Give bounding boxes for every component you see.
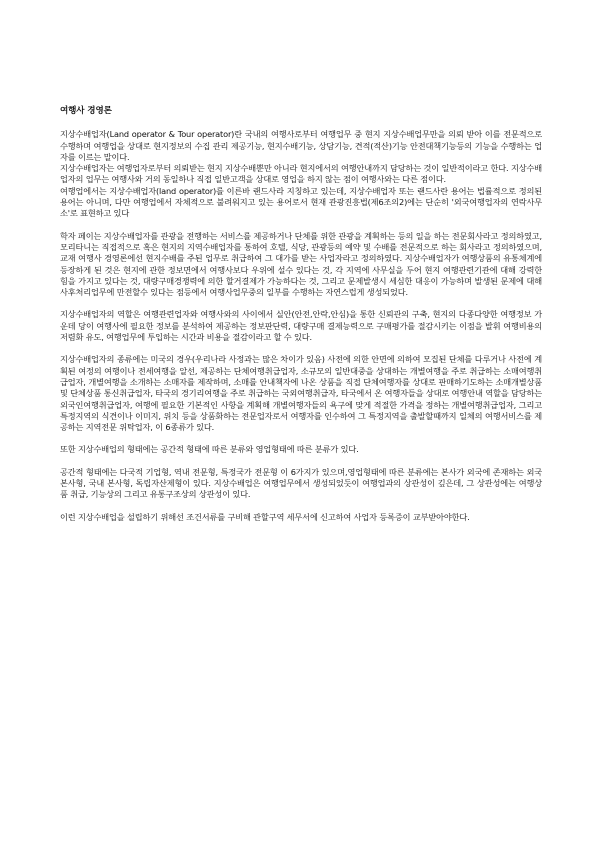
paragraph-forms: 또한 지상수배업의 형태에는 공간적 형태에 따른 분류와 영업형태에 따른 분류가 있다. (60, 444, 359, 455)
document-title: 여행사 경영론 (60, 106, 112, 116)
paragraph-land-operator: 여행업에서는 지상수배업자(land operator)를 이른바 랜드사라 지칭하고 있는데, 지상수배업자 또는 랜드사란 용어는 법률적으로 정의된 용어는 아니며, 다만 여행업에서 자체적으로 불려워지고 있는 용어로서 현재 관광진흥법(제6조의2)에는 단순히 '외국여행업자의 연락사무소'로 표현하고 있다 (60, 185, 542, 219)
paragraph-role: 지상수배업자는 여행업자로부터 의뢰받는 현지 지상수배뿐만 아니라 현지에서의 여행안내까지 담당하는 것이 일반적이라고 한다. 지상수배업자의 업무는 여행사와 거의 동일하나 직접 일반고객을 상대로 영업을 하지 않는 점이 여행사와는 다른 점이다. (60, 163, 542, 185)
paragraph-scholars: 학자 페이는 지상수배업자를 관광을 전행하는 서비스를 제공하거나 단체를 위한 관광을 계획하는 등의 일을 하는 전문회사라고 정의하였고, 모리타니는 직접적으로 혹은 현지의 지역수배업자를 통하여 호텔, 식당, 관광등의 예약 및 수배를 전문적으로 하는 회사라고 정의하였으며, 교재 여행사 경영론에선 현지수배를 주된 업무로 취급하여 그 대가를 받는 사업자라고 정의하였다. 지상수배업자가 여행상품의 유통체계에 등장하게 된 것은 현지에 관한 정보면에서 여행사보다 우위에 설수 있다는 것, 각 지역에 사무실을 두어 현지 여행관련기관에 대해 강력한 힘을 가지고 있다는 것, 대량구매경쟁력에 의한 할거결제가 가능하다는 것, 그리고 문제발생시 세심한 대응이 가능하며 발생된 문제에 대해 사후처리업무에 만전할수 있다는 점등에서 여행사업무중의 일부를 수행하는 자연스럽게 생성되었다. (60, 230, 542, 298)
paragraph-definition: 지상수배업자(Land operator & Tour operator)란 국내의 여행사로부터 여행업무 중 현지 지상수배업무만을 의뢰 받아 이를 전문적으로 수행하며 여행업을 상대로 현지정보의 수집 관리 제공기능, 현지수배기능, 상담기능, 견적(적산)기능 안전대책기능등의 기능을 수행하는 업자를 이르는 말이다. (60, 129, 542, 162)
paragraph-types: 지상수배업자의 종류에는 미국의 경우(우리나라 사정과는 많은 차이가 있음) 사전에 의한 안면에 의하여 모집된 단체를 다루거나 사전에 계획된 여정의 여행이나 전세여행을 알선, 제공하는 단체여행취급업자, 소규모의 일반대중을 상대하는 개별여행을 주로 취급하는 소매여행취급업자, 개별여행을 소개하는 소매자를 제작하며, 소매를 안내책자에 나온 상품을 직접 단체여행자를 상대로 판매하기도하는 소매개별상품 및 단체상품 통신취급업자, 타국의 경기리여행을 주로 취급하는 국외여행취급자, 타국에서 온 여행자들을 상대로 여행안내 역할을 담당하는 외국인여행취급업자, 여행에 필요한 기본적인 사항을 계획해 개별여행자들의 욕구에 맞게 적절한 가격을 정하는 개별여행취급업자, 그리고 특정지역의 식견이나 이미지, 위치 등을 상품화하는 전문업자로서 여행자를 인수하여 그 특정지역을 출발할때까지 일체의 여행서비스를 제공하는 지역전문 위탁업자, 이 6종류가 있다. (60, 354, 542, 433)
paragraph-spatial: 공간적 형태에는 다국적 기업형, 역내 전문형, 특정국가 전문형 이 6가지가 있으며,영업형태에 따른 분류에는 본사가 외국에 존재하는 외국 본사형, 국내 본사형, 독립자산제형이 있다. 지상수배업은 여행업무에서 생성되었듯이 여행업과의 상관성이 깊은데, 그 상관성에는 여행상품 취급, 기능상의 그리고 유통구조상의 상관성이 있다. (60, 466, 542, 500)
paragraph-registration: 이런 지상수배업을 설립하기 위해선 조건서류를 구비해 관할구역 세무서에 신고하여 사업자 등록증이 교부받아야한다. (60, 511, 470, 522)
document-page (60, 106, 542, 534)
paragraph-function: 지상수배업자의 역할은 여행관련업자와 여행사와의 사이에서 실안(안전,안락,안심)을 통한 신뢰관의 구축, 현지의 다종다양한 여행정보 가운데 당이 여행사에 필요한 정보를 분석하여 제공하는 정보판단력, 대량구매 결제능력으로 구매평가를 절감시키는 이점을 발휘 여행비용의 저렴화 유도, 여행업무에 투입하는 시간과 비용을 절감이라고 할 수 있다. (60, 309, 542, 343)
